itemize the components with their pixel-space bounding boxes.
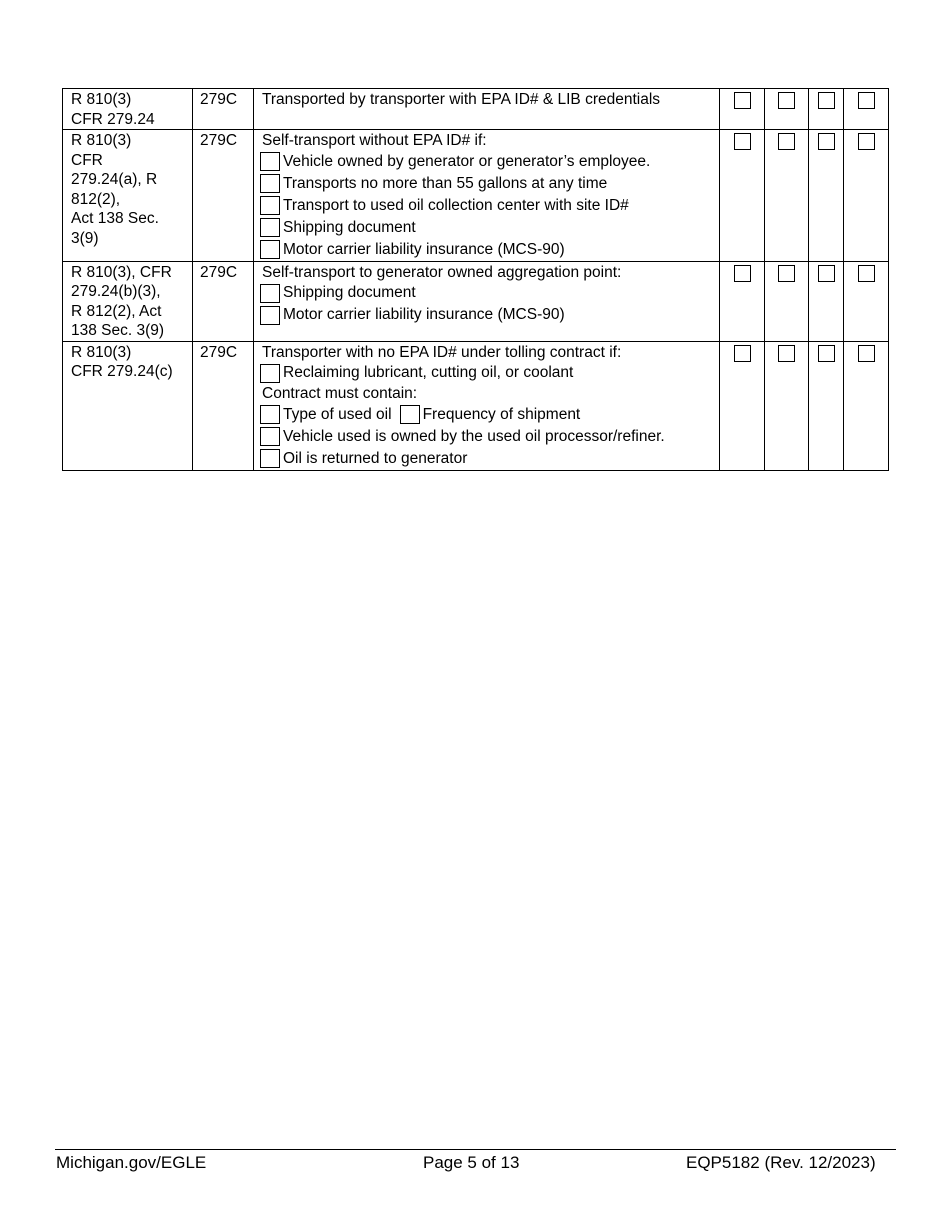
option-label: Frequency of shipment [422, 405, 581, 423]
status-checkbox[interactable] [818, 92, 835, 109]
option-label: Type of used oil [283, 405, 392, 423]
status-cell [809, 261, 844, 341]
status-cell [765, 130, 809, 262]
violation-code: 279C [193, 130, 254, 262]
checklist-table [62, 88, 889, 471]
status-checkbox[interactable] [734, 92, 751, 109]
status-cell [765, 341, 809, 470]
option-checkbox[interactable] [260, 364, 280, 383]
footer-form-id: EQP5182 (Rev. 12/2023) [686, 1153, 876, 1172]
option-item[interactable] [260, 195, 711, 217]
option-label: Transport to used oil collection center with site ID# [283, 196, 629, 214]
option-checkbox[interactable] [400, 405, 420, 424]
option-checkbox[interactable] [260, 174, 280, 193]
option-label: Motor carrier liability insurance (MCS-90) [283, 306, 565, 324]
status-checkbox[interactable] [858, 345, 875, 362]
status-cell [720, 341, 765, 470]
status-cell [720, 89, 765, 130]
status-checkbox[interactable] [734, 345, 751, 362]
option-item[interactable] [260, 426, 711, 448]
status-checkbox[interactable] [818, 133, 835, 150]
option-item[interactable] [260, 217, 711, 239]
footer-divider [55, 1149, 896, 1150]
requirement-description: Transporter with no EPA ID# under tolling contract if: Reclaiming lubricant, cutting oil, or coolant Contract must contain: Type of used oil Frequency of shipment Vehicle used is owned by the used oil processor/refiner. Oil is returned to generator [254, 341, 720, 470]
status-cell [765, 89, 809, 130]
status-checkbox[interactable] [778, 345, 795, 362]
option-item[interactable] [260, 362, 711, 384]
status-checkbox[interactable] [858, 92, 875, 109]
option-label: Transports no more than 55 gallons at any time [283, 174, 608, 192]
option-item[interactable] [260, 173, 711, 195]
status-cell [720, 130, 765, 262]
option-item[interactable] [260, 239, 711, 261]
option-checkbox[interactable] [260, 306, 280, 325]
status-cell [765, 261, 809, 341]
option-label: Vehicle owned by generator or generator’s employee. [283, 152, 651, 170]
regulation-reference: R 810(3) CFR 279.24(a), R 812(2), Act 138 Sec. 3(9) [63, 130, 193, 262]
requirement-description: Transported by transporter with EPA ID# & LIB credentials [254, 89, 720, 130]
option-checkbox[interactable] [260, 218, 280, 237]
option-item[interactable] [260, 282, 711, 304]
option-item[interactable] [260, 448, 711, 470]
footer-page-number: Page 5 of 13 [423, 1153, 520, 1172]
option-item[interactable] [260, 151, 711, 173]
contract-label: Contract must contain: [262, 385, 418, 402]
status-cell [844, 261, 889, 341]
footer-website: Michigan.gov/EGLE [56, 1153, 207, 1172]
status-checkbox[interactable] [818, 265, 835, 282]
violation-code: 279C [193, 261, 254, 341]
option-checkbox[interactable] [260, 196, 280, 215]
option-label: Shipping document [283, 284, 416, 302]
regulation-reference: R 810(3), CFR 279.24(b)(3), R 812(2), Act 138 Sec. 3(9) [63, 261, 193, 341]
table-row [63, 89, 889, 130]
option-item-pair [260, 404, 711, 426]
status-cell [844, 341, 889, 470]
table-row [63, 341, 889, 470]
status-checkbox[interactable] [858, 265, 875, 282]
option-label: Shipping document [283, 218, 416, 236]
option-checkbox[interactable] [260, 240, 280, 259]
status-checkbox[interactable] [734, 133, 751, 150]
status-checkbox[interactable] [734, 265, 751, 282]
table-row [63, 130, 889, 262]
option-label: Motor carrier liability insurance (MCS-90) [283, 240, 565, 258]
status-cell [720, 261, 765, 341]
table-row [63, 261, 889, 341]
option-checkbox[interactable] [260, 152, 280, 171]
status-cell [809, 89, 844, 130]
status-checkbox[interactable] [778, 265, 795, 282]
option-checkbox[interactable] [260, 405, 280, 424]
status-checkbox[interactable] [778, 92, 795, 109]
regulation-reference: R 810(3) CFR 279.24(c) [63, 341, 193, 470]
option-checkbox[interactable] [260, 449, 280, 468]
requirement-description: Self-transport without EPA ID# if: Vehicle owned by generator or generator’s employee. Transports no more than 55 gallons at any time Transport to used oil collection center with site ID# Shipping document Motor carrier liability insurance (MCS-90) [254, 130, 720, 262]
option-label: Reclaiming lubricant, cutting oil, or coolant [283, 364, 574, 382]
status-cell [844, 89, 889, 130]
option-checkbox[interactable] [260, 284, 280, 303]
status-cell [844, 130, 889, 262]
violation-code: 279C [193, 341, 254, 470]
status-cell [809, 341, 844, 470]
option-checkbox[interactable] [260, 427, 280, 446]
option-item[interactable] [260, 304, 711, 326]
regulation-reference: R 810(3) CFR 279.24 [63, 89, 193, 130]
status-cell [809, 130, 844, 262]
option-label: Vehicle used is owned by the used oil processor/refiner. [283, 427, 665, 445]
violation-code: 279C [193, 89, 254, 130]
status-checkbox[interactable] [858, 133, 875, 150]
option-label: Oil is returned to generator [283, 449, 468, 467]
status-checkbox[interactable] [818, 345, 835, 362]
requirement-description: Self-transport to generator owned aggregation point: Shipping document Motor carrier liability insurance (MCS-90) [254, 261, 720, 341]
status-checkbox[interactable] [778, 133, 795, 150]
